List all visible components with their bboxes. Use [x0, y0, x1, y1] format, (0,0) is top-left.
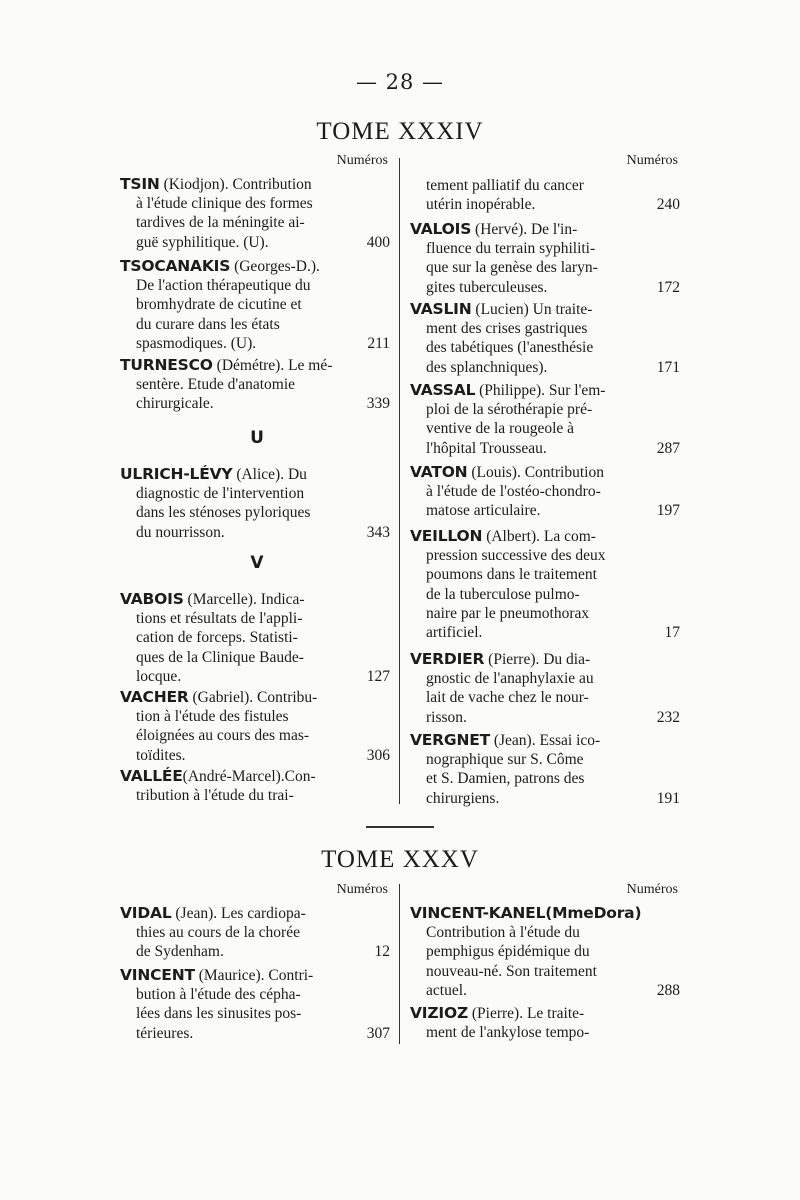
index-entry: VATON (Louis). Contribution à l'étude de l'ostéo-chondro- matose articulaire. 197: [410, 463, 680, 520]
entry-author: TURNESCO: [120, 356, 213, 374]
entry-number: 287: [656, 439, 680, 457]
section-title-tome-xxxiv: TOME XXXIV: [316, 118, 484, 145]
entry-number: 232: [656, 708, 680, 726]
index-entry: VABOIS (Marcelle). Indica- tions et résultats de l'appli- cation de forceps. Statisti- ques de la Clinique Baude- locque. 127: [120, 590, 390, 685]
entry-author: VABOIS: [120, 590, 184, 608]
index-entry: VIDAL (Jean). Les cardiopa- thies au cours de la chorée de Sydenham. 12: [120, 904, 390, 961]
column-divider: [399, 884, 400, 1044]
entry-number: 307: [366, 1024, 390, 1042]
entry-number: 240: [656, 196, 680, 214]
entry-author: TSOCANAKIS: [120, 257, 231, 275]
entry-number: 171: [656, 358, 680, 376]
index-entry: VACHER (Gabriel). Contribu- tion à l'étude des fistules éloignées au cours des mas- toïdites. 306: [120, 688, 390, 764]
entry-number: 306: [366, 746, 390, 764]
entry-author: VASSAL: [410, 381, 476, 399]
entry-number: 339: [366, 395, 390, 413]
column-divider: [399, 158, 400, 804]
index-entry: VASLIN (Lucien) Un traite- ment des crises gastriques des tabétiques (l'anesthésie des splanchniques). 171: [410, 300, 680, 376]
entry-number: 172: [656, 278, 680, 296]
index-entry: TSOCANAKIS (Georges-D.). De l'action thérapeutique du bromhydrate de cicutine et du curare dans les états spasmodiques. (U). 211: [120, 257, 390, 352]
left-column-header: Numéros: [336, 153, 388, 168]
section-title-tome-xxxv: TOME XXXV: [321, 846, 479, 873]
entry-author: TSIN: [120, 175, 160, 193]
entry-author: VEILLON: [410, 527, 483, 545]
entry-author: VINCENT: [120, 966, 195, 984]
index-entry: VINCENT-KANEL(MmeDora) Contribution à l'étude du pemphigus épidémique du nouveau-né. Son traitement actuel. 288: [410, 904, 680, 999]
entry-number: 17: [664, 624, 680, 642]
left-column-header: Numéros: [336, 882, 388, 897]
entry-author: VIDAL: [120, 904, 172, 922]
entry-author: VATON: [410, 463, 468, 481]
entry-author: VALLÉE: [120, 767, 183, 785]
index-entry: VALOIS (Hervé). De l'in- fluence du terrain syphiliti- que sur la genèse des laryn- gites tuberculeuses. 172: [410, 220, 680, 296]
entry-number: 191: [656, 789, 680, 807]
right-column-header: Numéros: [626, 882, 678, 897]
index-entry: TSIN (Kiodjon). Contribution à l'étude clinique des formes tardives de la méningite ai- guë syphilitique. (U). 400: [120, 175, 390, 251]
right-column-header: Numéros: [626, 153, 678, 168]
entry-author: VINCENT-KANEL: [410, 904, 546, 922]
index-entry: VIZIOZ (Pierre). Le traite- ment de l'ankylose tempo-: [410, 1004, 590, 1042]
entry-author: VERDIER: [410, 650, 485, 668]
page-number: — 28 —: [355, 70, 445, 94]
entry-number: 400: [366, 233, 390, 251]
index-entry: VALLÉE(André-Marcel).Con- tribution à l'étude du trai-: [120, 767, 316, 805]
entry-number: 12: [374, 943, 390, 961]
index-entry: VASSAL (Philippe). Sur l'em- ploi de la sérothérapie pré- ventive de la rougeole à l'hôpital Trousseau. 287: [410, 381, 680, 457]
entry-author: VALOIS: [410, 220, 472, 238]
entry-author: ULRICH-LÉVY: [120, 465, 233, 483]
entry-number: 288: [656, 981, 680, 999]
index-entry: VEILLON (Albert). La com- pression successive des deux poumons dans le traitement de la tuberculose pulmo- naire par le pneumothorax artificiel. 17: [410, 527, 680, 642]
index-entry: VERDIER (Pierre). Du dia- gnostic de l'anaphylaxie au lait de vache chez le nour- risson. 232: [410, 650, 680, 726]
entry-number: 127: [366, 667, 390, 685]
entry-number: 197: [656, 502, 680, 520]
index-entry: tement palliatif du cancer utérin inopérable. 240: [426, 177, 680, 214]
letter-heading-v: V: [250, 553, 264, 573]
letter-heading-u: U: [250, 428, 264, 448]
entry-author: VASLIN: [410, 300, 472, 318]
entry-author: VIZIOZ: [410, 1004, 468, 1022]
entry-number: 211: [367, 334, 390, 352]
index-entry: VERGNET (Jean). Essai ico- nographique sur S. Côme et S. Damien, patrons des chirurgiens. 191: [410, 731, 680, 807]
index-entry: VINCENT (Maurice). Contri- bution à l'étude des cépha- lées dans les sinusites pos- térieures. 307: [120, 966, 390, 1042]
index-entry: ULRICH-LÉVY (Alice). Du diagnostic de l'intervention dans les sténoses pyloriques du nourrisson. 343: [120, 465, 390, 541]
entry-number: 343: [366, 523, 390, 541]
entry-author: VACHER: [120, 688, 189, 706]
index-entry: TURNESCO (Démétre). Le mé- sentère. Etude d'anatomie chirurgicale. 339: [120, 356, 390, 413]
entry-author: VERGNET: [410, 731, 490, 749]
section-separator: [366, 826, 434, 828]
